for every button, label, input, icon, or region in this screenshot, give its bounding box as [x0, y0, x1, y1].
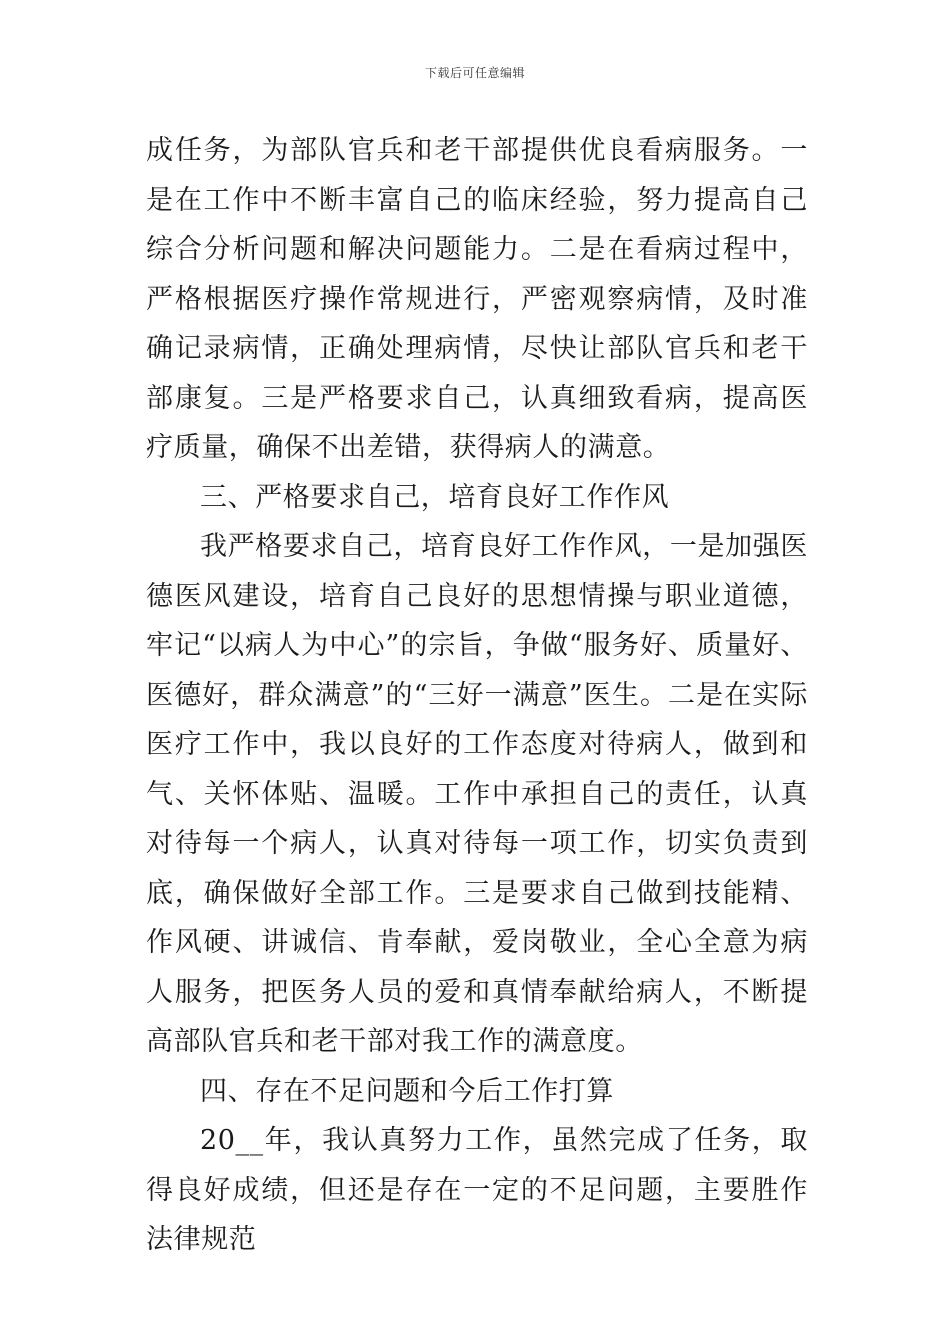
paragraph-continued: 成任务，为部队官兵和老干部提供优良看病服务。一是在工作中不断丰富自己的临床经验，努力提高自己综合分析问题和解决问题能力。二是在看病过程中，严格根据医疗操作常规进行，严密观察病情，及时准确记录病情，正确处理病情，尽快让部队官兵和老干部康复。三是严格要求自己，认真细致看病，提高医疗质量，确保不出差错，获得病人的满意。 — [146, 135, 808, 463]
paragraph-section-3: 我严格要求自己，培育良好工作作风，一是加强医德医风建设，培育自己良好的思想情操与职业道德，牢记“以病人为中心”的宗旨，争做“服务好、质量好、医德好，群众满意”的“三好一满意”医生。二是在实际医疗工作中，我以良好的工作态度对待病人，做到和气、关怀体贴、温暖。工作中承担自己的责任，认真对待每一个病人，认真对待每一项工作，切实负责到底，确保做好全部工作。三是要求自己做到技能精、作风硬、讲诚信、肯奉献，爱岗敬业，全心全意为病人服务，把医务人员的爱和真情奉献给病人，不断提高部队官兵和老干部对我工作的满意度。 — [146, 531, 808, 1057]
document-body — [146, 126, 808, 1265]
section-heading-4: 四、存在不足问题和今后工作打算 — [200, 1075, 614, 1107]
paragraph-section-4: 20__年，我认真努力工作，虽然完成了任务，取得良好成绩，但还是存在一定的不足问题，主要胜作法律规范 — [146, 1125, 808, 1255]
section-heading-3: 三、严格要求自己，培育良好工作作风 — [200, 481, 670, 513]
page-header-note: 下载后可任意编辑 — [424, 66, 525, 80]
